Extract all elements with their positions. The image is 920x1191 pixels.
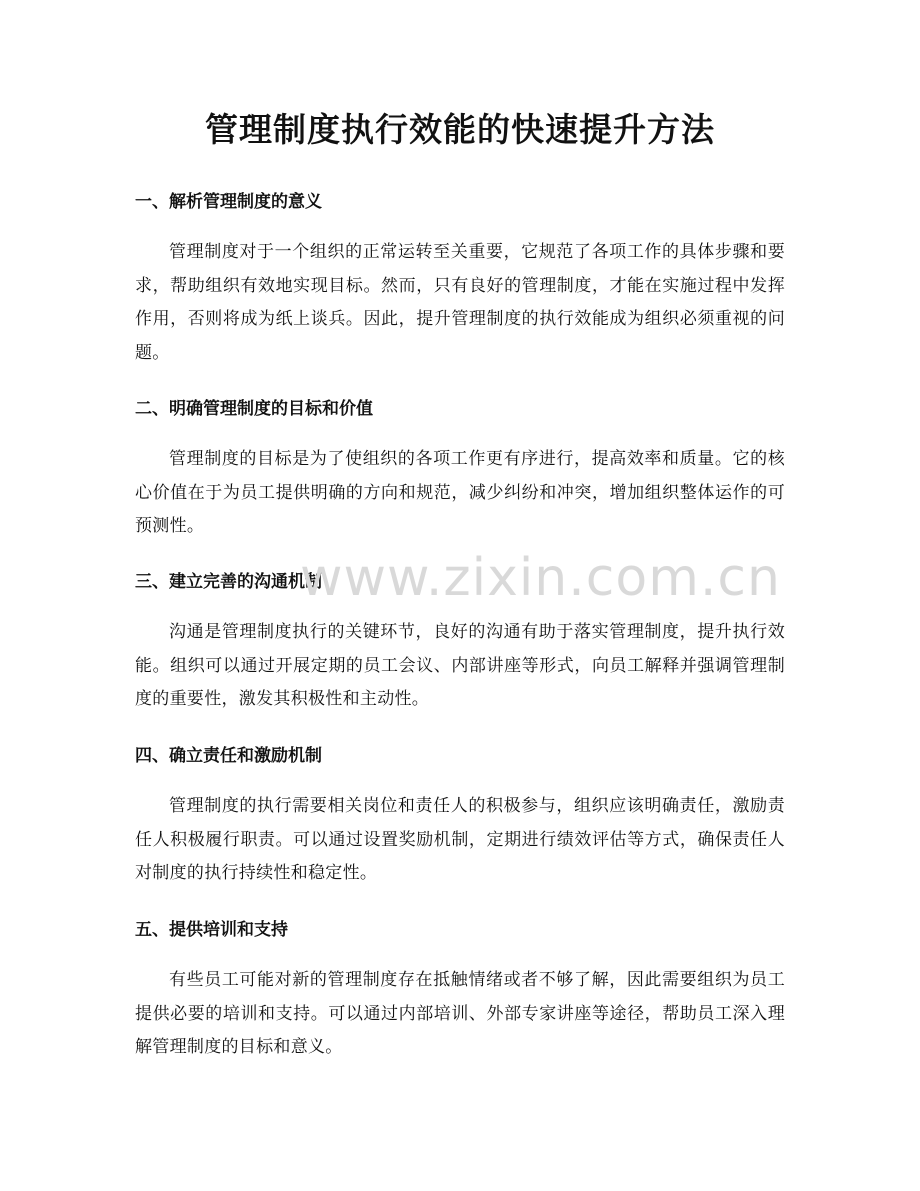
section-3 (135, 570, 785, 717)
section-heading: 一、解析管理制度的意义 (135, 192, 322, 212)
section-heading: 二、明确管理制度的目标和价值 (135, 399, 373, 419)
section-paragraph: 有些员工可能对新的管理制度存在抵触情绪或者不够了解，因此需要组织为员工提供必要的培训和支持。可以通过内部培训、外部专家讲座等途径，帮助员工深入理解管理制度的目标和意义。 (135, 970, 785, 1057)
section-4 (135, 744, 785, 891)
section-heading: 三、建立完善的沟通机制 (135, 572, 322, 592)
section-2 (135, 397, 785, 544)
section-paragraph: 沟通是管理制度执行的关键环节，良好的沟通有助于落实管理制度，提升执行效能。组织可以通过开展定期的员工会议、内部讲座等形式，向员工解释并强调管理制度的重要性，激发其积极性和主动性。 (135, 622, 785, 709)
section-heading: 五、提供培训和支持 (135, 920, 288, 940)
section-paragraph: 管理制度对于一个组织的正常运转至关重要，它规范了各项工作的具体步骤和要求，帮助组织有效地实现目标。然而，只有良好的管理制度，才能在实施过程中发挥作用，否则将成为纸上谈兵。因此，提升管理制度的执行效能成为组织必须重视的问题。 (135, 242, 785, 363)
section-1 (135, 190, 785, 370)
section-paragraph: 管理制度的目标是为了使组织的各项工作更有序进行，提高效率和质量。它的核心价值在于为员工提供明确的方向和规范，减少纠纷和冲突，增加组织整体运作的可预测性。 (135, 449, 785, 536)
section-heading: 四、确立责任和激励机制 (135, 746, 322, 766)
section-paragraph: 管理制度的执行需要相关岗位和责任人的积极参与，组织应该明确责任，激励责任人积极履行职责。可以通过设置奖励机制，定期进行绩效评估等方式，确保责任人对制度的执行持续性和稳定性。 (135, 796, 785, 883)
watermark-text: www.zixin.com.cn (300, 548, 781, 608)
document-title: 管理制度执行效能的快速提升方法 (205, 110, 715, 149)
section-5 (135, 918, 785, 1065)
